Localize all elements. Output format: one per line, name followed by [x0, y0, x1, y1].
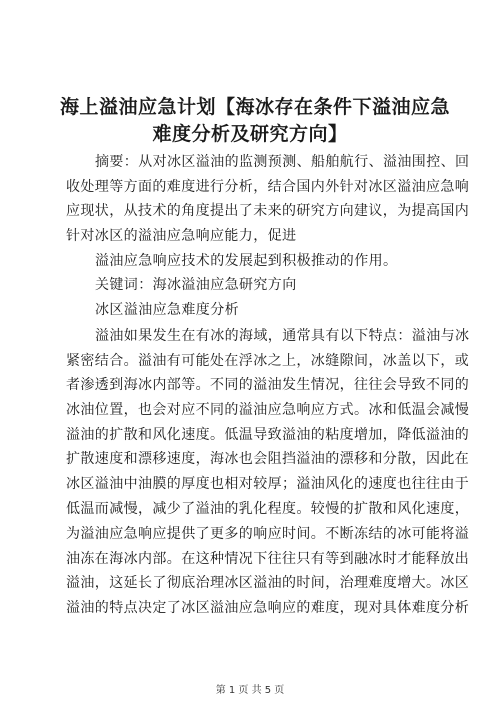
- body-line: 溢油的特点决定了冰区溢油应急响应的难度，现对具体难度分析: [66, 600, 470, 616]
- abstract-line: 摘要：从对冰区溢油的监测预测、船舶航行、溢油围控、回: [95, 154, 470, 170]
- abstract-tail: 溢油应急响应技术的发展起到积极推动的作用。: [95, 253, 398, 269]
- abstract-line: 针对冰区的溢油应急响应能力，促进: [66, 228, 297, 244]
- page-indicator: 第 1 页 共 5 页: [215, 685, 285, 696]
- body-line: 油冻在海冰内部。在这种情况下往往只有等到融冰时才能释放出: [66, 551, 470, 567]
- body-line: 冰油位置，也会对应不同的溢油应急响应方式。冰和低温会减慢: [66, 402, 470, 418]
- body-line: 冰区溢油中油膜的厚度也相对较厚；溢油风化的速度也往往由于: [66, 476, 470, 492]
- body-line: 者渗透到海冰内部等。不同的溢油发生情况，往往会导致不同的: [66, 377, 470, 393]
- body-line: 紧密结合。溢油有可能处在浮冰之上，冰缝隙间，冰盖以下，或: [66, 353, 470, 369]
- body-line: 溢油，这延长了彻底治理冰区溢油的时间，治理难度增大。冰区: [66, 575, 470, 591]
- keywords: 关键词：海冰溢油应急研究方向: [95, 277, 297, 293]
- body-line: 为溢油应急响应提供了更多的响应时间。不断冻结的冰可能将溢: [66, 526, 470, 542]
- body-line: 低温而减慢，减少了溢油的乳化程度。较慢的扩散和风化速度，: [66, 501, 470, 517]
- abstract-line: 收处理等方面的难度进行分析，结合国内外针对冰区溢油应急响: [66, 179, 470, 195]
- document-title-line-1: 海上溢油应急计划【海冰存在条件下溢油应急: [60, 96, 451, 118]
- section-heading: 冰区溢油应急难度分析: [95, 302, 239, 318]
- document-title-line-2: 难度分析及研究方向】: [152, 123, 348, 145]
- abstract-line: 应现状，从技术的角度提出了未来的研究方向建议，为提高国内: [66, 203, 470, 219]
- body-line: 溢油的扩散和风化速度。低温导致溢油的粘度增加，降低溢油的: [66, 427, 470, 443]
- body-line: 溢油如果发生在有冰的海域，通常具有以下特点：溢油与冰: [95, 328, 470, 344]
- body-line: 扩散速度和漂移速度，海冰也会阻挡溢油的漂移和分散，因此在: [66, 451, 470, 467]
